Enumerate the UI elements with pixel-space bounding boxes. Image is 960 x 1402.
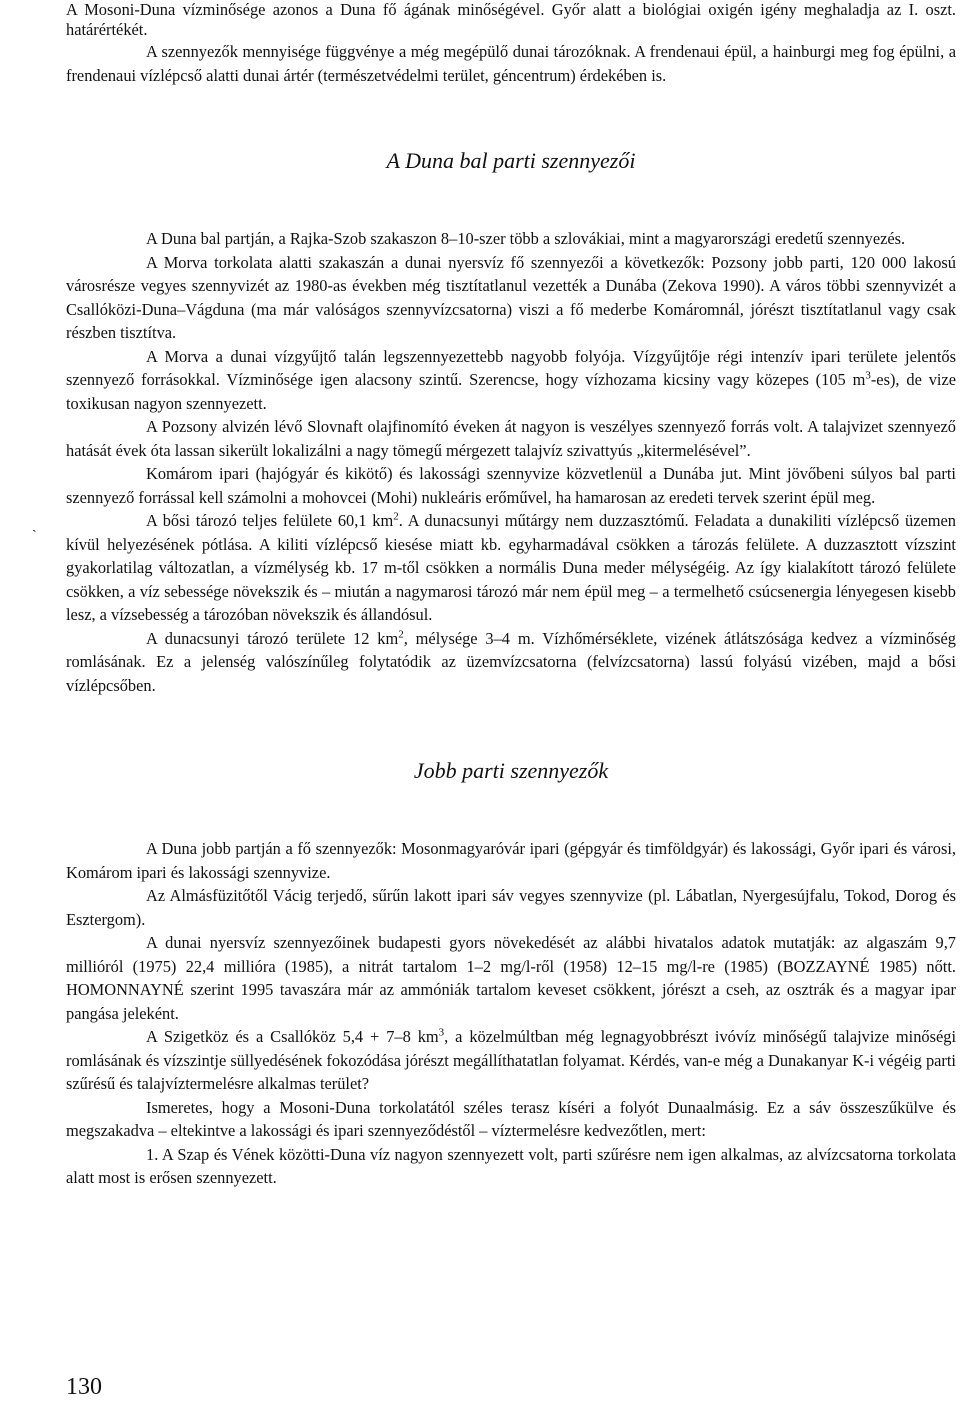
right-bank-paragraph-4-end: , a közelmúltban még legnagyobbrészt ivóvíz minőségű talajvize minőségi romlásának és vízszintje süllyedésének fokozódása jórészt megállíthatatlan folyamat. Kérdés, van-e még a Dunakanyar K-i végéig parti szűrésű és talajvíztermelésre alkalmas terület? — [66, 1027, 956, 1093]
left-bank-paragraph-3-end: -es), de vize toxikusan nagyon szennyezett. — [66, 370, 956, 413]
left-bank-paragraph-7-end: , mélysége 3–4 m. Vízhőmérséklete, vizének átlátszósága kedvez a vízminőség romlásának. Ez a jelenség valószínűleg folytatódik az üzemvízcsatorna (felvízcsatorna) lassú folyású vizében, majd a bősi vízlépcsőben. — [66, 628, 956, 695]
left-bank-paragraph-6 — [66, 509, 956, 627]
section-heading-left-bank: A Duna bal parti szennyezői — [386, 148, 636, 173]
right-bank-paragraph-4-text: A Szigetköz és a Csallóköz 5,4 + 7–8 km — [146, 1027, 439, 1046]
page-body — [66, 0, 956, 1190]
left-bank-paragraph-7 — [66, 627, 956, 698]
left-bank-paragraph-2: A Morva torkolata alatti szakaszán a dunai nyersvíz fő szennyezői a következők: Pozsony jobb parti, 120 000 lakosú városrésze vegyes szennyvizét az 1980-as években még tisztítatlanul vezették a Dunába (Zekova 1990). A város többi szennyvizét a Csallóközi-Duna–Vágduna (ma már valóságos szennyvízcsatorna) viszi a fő mederbe Komáromnál, jórészt tisztítatlanul vagy csak részben tisztítva. — [66, 252, 956, 342]
right-bank-paragraph-4 — [66, 1025, 956, 1096]
intro-paragraph-1: A Mosoni-Duna vízminősége azonos a Duna fő ágának minőségével. Győr alatt a biológiai oxigén igény meghaladja az I. oszt. határértékét. — [66, 0, 956, 39]
left-bank-paragraph-5: Komárom ipari (hajógyár és kikötő) és lakossági szennyvize közvetlenül a Dunába jut. Mint jövőbeni súlyos bal parti szennyező forrással kell számolni a mohovcei (Mohi) nukleáris erőművel, ha hamarosan az eredeti tervek szerint épül meg. — [66, 464, 956, 507]
page-number: 130 — [66, 1374, 102, 1400]
left-bank-paragraph-1: A Duna bal partján, a Rajka-Szob szakaszon 8–10-szer több a szlovákiai, mint a magyarországi eredetű szennyezés. — [146, 229, 906, 248]
right-bank-paragraph-3: A dunai nyersvíz szennyezőinek budapesti gyors növekedését az alábbi hivatalos adatok mutatják: az algaszám 9,7 millióról (1975) 22,4 millióra (1985), a nitrát tartalom 1–2 mg/l-ről (1958) 12–15 mg/l-re (1985) (BOZZAYNÉ 1985) nőtt. HOMONNAYNÉ szerint 1995 tavaszára már az ammóniák tartalom keveset csökkent, jórészt a cseh, az osztrák és a magyar ipar pangása jeleként. — [66, 933, 956, 1023]
intro-paragraph-2: A szennyezők mennyisége függvénye a még megépülő dunai tározóknak. A frendenaui épül, a hainburgi meg fog épülni, a frendenaui vízlépcső alatti dunai ártér (természetvédelmi terület, géncentrum) érdekében is. — [66, 42, 956, 85]
superscript: 2 — [393, 510, 399, 523]
section-heading-right-bank: Jobb parti szennyezők — [413, 758, 609, 783]
right-bank-paragraph-1: A Duna jobb partján a fő szennyezők: Mosonmagyaróvár ipari (gépgyár és timföldgyár) és lakossági, Győr ipari és városi, Komárom ipari és lakossági szennyvize. — [66, 839, 956, 882]
right-bank-list-item-1: 1. A Szap és Vének közötti-Duna víz nagyon szennyezett volt, parti szűrésre nem igen alkalmas, az alvízcsatorna torkolata alatt most is erősen szennyezett. — [66, 1144, 956, 1187]
superscript: 2 — [398, 628, 404, 641]
left-bank-paragraph-6-end: . A dunacsunyi műtárgy nem duzzasztómű. Feladata a dunakiliti vízlépcső üzemen kívül helyezésének pótlása. A kiliti vízlépcső kiesése miatt kb. egyharmadával csökken a tározás felülete. A duzzasztott vízszint gyakorlatilag változatlan, a vízmélység kb. 17 m-től csökken a normális Duna meder mélységéig. Az így kialakított tározó felülete csökken, a víz sebessége növekszik és – miután a nagymarosi tározó már nem épül meg – a termelhető csúcsenergia lényegesen kisebb lesz, a vízsebesség a tározóban növekszik és állandósul. — [66, 511, 956, 624]
left-bank-paragraph-4: A Pozsony alvizén lévő Slovnaft olajfinomító éveken át nagyon is veszélyes szennyező forrás volt. A talajvizet szennyező hatását évek óta lassan sikerült lokalizálni a nagy tömegű mérgezett talajvíz szivattyús „kitermelésével”. — [66, 417, 956, 460]
right-bank-paragraph-2: Az Almásfüzitőtől Vácig terjedő, sűrűn lakott ipari sáv vegyes szennyvize (pl. Lábatlan, Nyergesújfalu, Tokod, Dorog és Esztergom). — [66, 886, 956, 929]
left-bank-paragraph-3 — [66, 345, 956, 416]
stray-mark: ˏ — [32, 518, 37, 533]
left-bank-paragraph-7-text: A dunacsunyi tározó területe 12 km — [146, 628, 399, 648]
right-bank-paragraph-5: Ismeretes, hogy a Mosoni-Duna torkolatától széles terasz kíséri a folyót Dunaalmásig. Ez a sáv összeszűkülve és megszakadva – eltekintve a lakossági és ipari szennyeződéstől – víztermelésre kedvezőtlen, mert: — [66, 1097, 956, 1140]
superscript: 3 — [865, 369, 871, 382]
left-bank-paragraph-3-text: A Morva a dunai vízgyűjtő talán legszennyezettebb nagyobb folyója. Vízgyűjtője régi intenzív ipari területe jelentős szennyező forrásokkal. Vízminősége igen alacsony szintű. Szerencse, hogy vízhozama kicsiny vagy közepes (105 m — [66, 346, 956, 389]
left-bank-paragraph-6-text: A bősi tározó teljes felülete 60,1 km — [146, 511, 394, 530]
superscript: 3 — [438, 1026, 445, 1039]
